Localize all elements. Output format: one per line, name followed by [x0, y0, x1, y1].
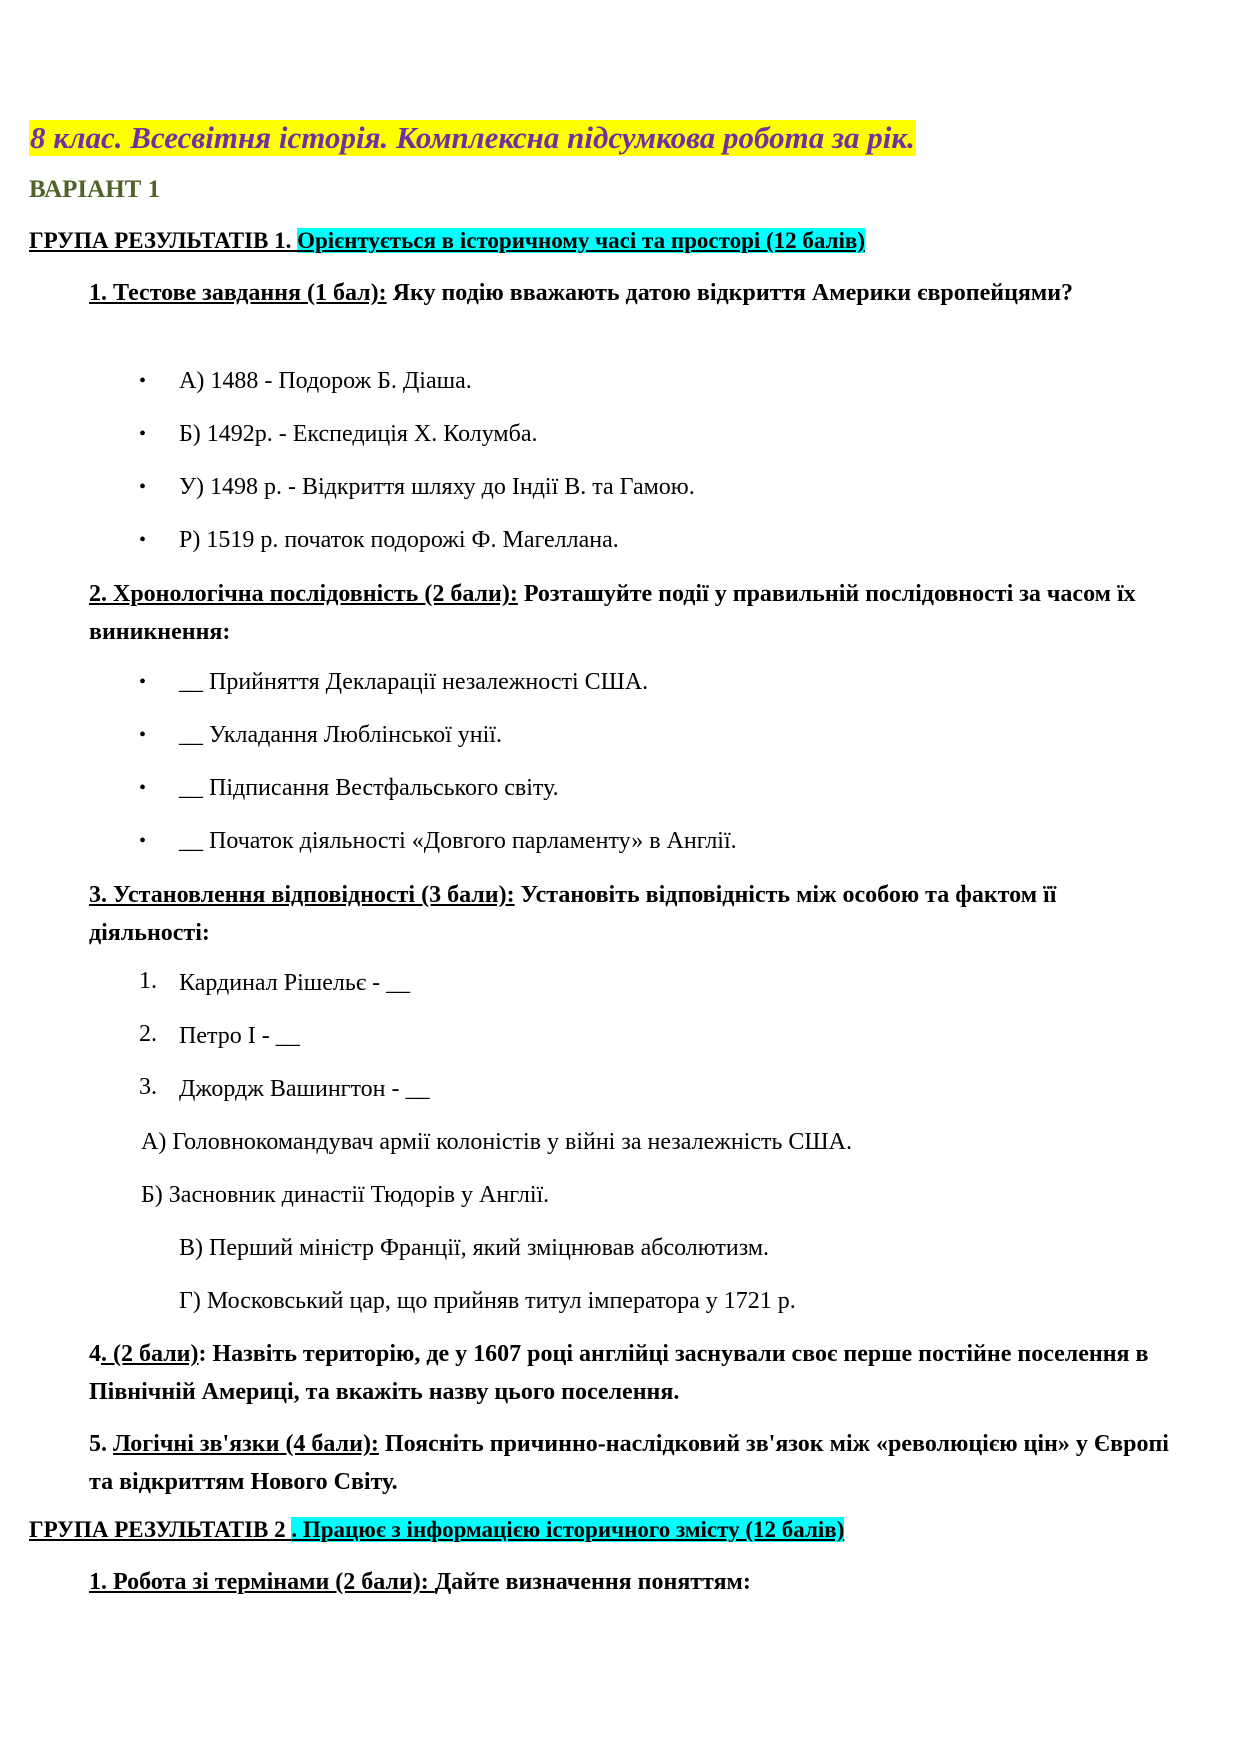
group1-heading: [29, 228, 865, 254]
group1-prefix: ГРУПА РЕЗУЛЬТАТІВ 1.: [29, 228, 298, 253]
question-5-label: Логічні зв'язки (4 бали):: [113, 1431, 379, 1457]
question-2-text: Розташуйте події у правильній послідовності за часом їх виникнення:: [89, 581, 1136, 645]
list-number: 3.: [139, 1074, 157, 1100]
q1-option: А) 1488 - Подорож Б. Діаша.: [179, 368, 472, 394]
variant-heading: ВАРІАНТ 1: [29, 176, 161, 203]
question-4-number: 4: [89, 1341, 101, 1367]
question-2: [89, 575, 1169, 651]
q3-fact: Б) Засновник династії Тюдорів у Англії.: [141, 1182, 550, 1208]
question-5-number: 5.: [89, 1431, 113, 1457]
q3-person: Петро І - __: [179, 1023, 300, 1049]
list-number: 2.: [139, 1021, 157, 1047]
group2-question-1-text: Дайте визначення поняттям:: [434, 1569, 751, 1595]
question-5: [89, 1425, 1169, 1501]
group2-heading: [29, 1517, 844, 1543]
q3-person: Кардинал Рішельє - __: [179, 970, 411, 996]
bullet-icon: •: [139, 476, 147, 498]
bullet-icon: •: [139, 830, 147, 852]
q1-option: У) 1498 р. - Відкриття шляху до Індії В. та Гамою.: [179, 474, 695, 500]
group2-question-1: [89, 1563, 1169, 1601]
question-3-label: 3. Установлення відповідності (3 бали):: [89, 882, 515, 908]
group1-highlight: Орієнтується в історичному часі та просторі (12 балів): [297, 228, 865, 253]
q3-person: Джордж Вашингтон - __: [179, 1076, 430, 1102]
group2-prefix: ГРУПА РЕЗУЛЬТАТІВ 2: [29, 1517, 292, 1542]
q2-item: __ Підписання Вестфальського світу.: [179, 775, 559, 801]
question-1: [89, 274, 1169, 312]
question-4-label: . (2 бали): [101, 1341, 199, 1367]
question-3: [89, 876, 1169, 952]
q2-item: __ Прийняття Декларації незалежності США.: [179, 669, 649, 695]
question-1-text: Яку подію вважають датою відкриття Америки європейцями?: [386, 280, 1074, 306]
question-4: [89, 1335, 1169, 1411]
question-3-text: Установіть відповідність між особою та фактом її діяльності:: [89, 882, 1057, 946]
bullet-icon: •: [139, 423, 147, 445]
group2-question-1-label: 1. Робота зі термінами (2 бали):: [89, 1569, 435, 1595]
question-2-label: 2. Хронологічна послідовність (2 бали):: [89, 581, 518, 607]
group2-highlight: . Працює з інформацією історичного змісту (12 балів): [291, 1517, 845, 1542]
bullet-icon: •: [139, 370, 147, 392]
bullet-icon: •: [139, 529, 147, 551]
q1-option: Б) 1492р. - Експедиція Х. Колумба.: [179, 421, 538, 447]
list-number: 1.: [139, 968, 157, 994]
q3-fact: В) Перший міністр Франції, який зміцнював абсолютизм.: [179, 1235, 770, 1261]
question-5-text: Поясніть причинно-наслідковий зв'язок між «революцією цін» у Європі та відкриттям Нового Світу.: [89, 1431, 1169, 1495]
q2-item: __ Початок діяльності «Довгого парламенту» в Англії.: [179, 828, 737, 854]
question-1-label: 1. Тестове завдання (1 бал):: [89, 280, 387, 306]
q1-option: Р) 1519 р. початок подорожі Ф. Магеллана.: [179, 527, 619, 553]
question-4-text: : Назвіть територію, де у 1607 році англійці заснували своє перше постійне поселення в Північній Америці, та вкажіть назву цього поселення.: [89, 1341, 1149, 1405]
document-title: 8 клас. Всесвітня історія. Комплексна підсумкова робота за рік.: [30, 120, 915, 155]
bullet-icon: •: [139, 724, 147, 746]
q2-item: __ Укладання Люблінської унії.: [179, 722, 502, 748]
q3-fact: Г) Московський цар, що прийняв титул імператора у 1721 р.: [179, 1288, 796, 1314]
q3-fact: А) Головнокомандувач армії колоністів у війні за незалежність США.: [141, 1129, 852, 1155]
bullet-icon: •: [139, 777, 147, 799]
bullet-icon: •: [139, 671, 147, 693]
